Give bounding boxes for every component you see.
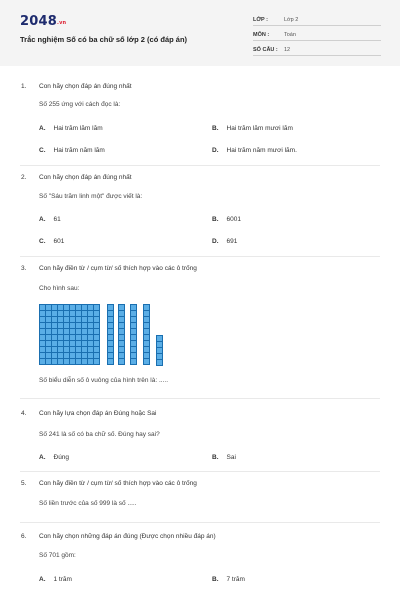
block-cell xyxy=(40,317,45,322)
question-text: Con hãy chọn những đáp án đúng (Được chọn nhiều đáp án) xyxy=(39,533,216,540)
rod-cell xyxy=(119,341,124,346)
unit-cube xyxy=(157,360,162,365)
rod-cell xyxy=(119,317,124,322)
block-cell xyxy=(64,317,69,322)
block-cell xyxy=(70,311,75,316)
block-cell xyxy=(52,359,57,364)
divider xyxy=(20,398,380,399)
block-cell xyxy=(40,329,45,334)
block-cell xyxy=(64,329,69,334)
block-cell xyxy=(46,347,51,352)
rod-cell xyxy=(131,359,136,364)
rod-cell xyxy=(119,347,124,352)
block-cell xyxy=(58,353,63,358)
rod-cell xyxy=(108,305,113,310)
rod-cell xyxy=(144,359,149,364)
block-cell xyxy=(70,335,75,340)
block-cell xyxy=(76,305,81,310)
block-cell xyxy=(64,359,69,364)
rod-cell xyxy=(119,323,124,328)
block-cell xyxy=(58,323,63,328)
block-cell xyxy=(64,335,69,340)
question-text: Con hãy điền từ / cụm từ/ số thích hợp vào các ô trống xyxy=(39,265,197,272)
block-cell xyxy=(70,359,75,364)
block-cell xyxy=(88,347,93,352)
question-prompt: Số 241 là số có ba chữ số. Đúng hay sai? xyxy=(39,431,160,438)
divider xyxy=(20,471,380,472)
block-cell xyxy=(58,359,63,364)
rod-cell xyxy=(131,323,136,328)
block-cell xyxy=(64,347,69,352)
answer-option[interactable]: B. 6001 xyxy=(212,216,241,223)
question-number: 3. xyxy=(21,265,27,272)
answer-option[interactable]: A. 61 xyxy=(39,216,61,223)
block-cell xyxy=(88,311,93,316)
question-prompt: Số "Sáu trăm linh một" được viết là: xyxy=(39,193,143,200)
rod-cell xyxy=(131,305,136,310)
question-text: Con hãy chọn đáp án đúng nhất xyxy=(39,174,132,181)
question-prompt: Số 701 gồm: xyxy=(39,552,76,559)
block-cell xyxy=(52,341,57,346)
question-text: Con hãy điền từ / cụm từ/ số thích hợp vào các ô trống xyxy=(39,480,197,487)
block-cell xyxy=(82,329,87,334)
block-cell xyxy=(58,347,63,352)
block-cell xyxy=(64,305,69,310)
block-cell xyxy=(76,359,81,364)
block-cell xyxy=(82,359,87,364)
rod-cell xyxy=(144,341,149,346)
rod-cell xyxy=(108,311,113,316)
block-cell xyxy=(76,353,81,358)
answer-option[interactable]: D. Hai trăm năm mươi lăm. xyxy=(212,147,297,154)
answer-option[interactable]: B. 7 trăm xyxy=(212,576,245,583)
block-cell xyxy=(94,311,99,316)
block-cell xyxy=(46,329,51,334)
meta-question-count: SỐ CÂU : 12 xyxy=(253,44,381,56)
rod-cell xyxy=(131,311,136,316)
block-cell xyxy=(82,347,87,352)
block-cell xyxy=(94,323,99,328)
block-cell xyxy=(70,353,75,358)
block-cell xyxy=(40,311,45,316)
block-cell xyxy=(40,359,45,364)
ten-rod xyxy=(143,304,150,365)
block-cell xyxy=(58,305,63,310)
block-cell xyxy=(40,353,45,358)
block-cell xyxy=(88,317,93,322)
rod-cell xyxy=(131,335,136,340)
block-cell xyxy=(70,341,75,346)
block-cell xyxy=(52,353,57,358)
block-cell xyxy=(76,311,81,316)
block-cell xyxy=(82,311,87,316)
hundred-block xyxy=(39,304,100,365)
block-cell xyxy=(94,305,99,310)
block-cell xyxy=(70,329,75,334)
block-cell xyxy=(40,335,45,340)
rod-cell xyxy=(144,305,149,310)
unit-cube xyxy=(157,336,162,341)
block-cell xyxy=(94,347,99,352)
answer-option[interactable]: B. Sai xyxy=(212,454,236,461)
rod-cell xyxy=(108,353,113,358)
block-cell xyxy=(64,341,69,346)
block-cell xyxy=(58,341,63,346)
unit-cubes xyxy=(156,335,163,366)
answer-option[interactable]: C. Hai trăm năm lăm xyxy=(39,147,105,154)
rod-cell xyxy=(131,341,136,346)
rod-cell xyxy=(119,305,124,310)
ten-rod xyxy=(118,304,125,365)
block-cell xyxy=(70,317,75,322)
block-cell xyxy=(82,323,87,328)
question-prompt: Số 255 ứng với cách đọc là: xyxy=(39,101,121,108)
block-cell xyxy=(40,305,45,310)
block-cell xyxy=(94,359,99,364)
block-cell xyxy=(76,317,81,322)
block-cell xyxy=(46,359,51,364)
page-title: Trắc nghiệm Số có ba chữ số lớp 2 (có đáp án) xyxy=(20,35,188,44)
block-cell xyxy=(40,347,45,352)
rod-cell xyxy=(131,329,136,334)
meta-subject: MÔN : Toán xyxy=(253,29,381,41)
answer-option[interactable]: A. 1 trăm xyxy=(39,576,72,583)
block-cell xyxy=(82,335,87,340)
block-cell xyxy=(52,323,57,328)
block-cell xyxy=(88,323,93,328)
block-cell xyxy=(46,335,51,340)
block-cell xyxy=(88,341,93,346)
block-cell xyxy=(52,317,57,322)
block-cell xyxy=(52,311,57,316)
rod-cell xyxy=(144,329,149,334)
block-cell xyxy=(94,353,99,358)
answer-option[interactable]: C. 601 xyxy=(39,238,65,245)
block-cell xyxy=(94,341,99,346)
block-cell xyxy=(70,347,75,352)
block-cell xyxy=(58,335,63,340)
rod-cell xyxy=(119,311,124,316)
block-cell xyxy=(82,353,87,358)
rod-cell xyxy=(108,341,113,346)
rod-cell xyxy=(144,311,149,316)
block-cell xyxy=(58,311,63,316)
rod-cell xyxy=(108,317,113,322)
rod-cell xyxy=(131,317,136,322)
block-cell xyxy=(64,311,69,316)
block-cell xyxy=(70,305,75,310)
meta-grade: LỚP : Lớp 2 xyxy=(253,14,381,26)
block-cell xyxy=(82,317,87,322)
block-cell xyxy=(76,329,81,334)
block-cell xyxy=(46,353,51,358)
block-cell xyxy=(52,335,57,340)
block-cell xyxy=(82,305,87,310)
block-cell xyxy=(94,317,99,322)
ten-rod xyxy=(107,304,114,365)
page-header xyxy=(0,0,400,66)
rod-cell xyxy=(131,347,136,352)
rod-cell xyxy=(144,335,149,340)
unit-cube xyxy=(157,348,162,353)
rod-cell xyxy=(144,323,149,328)
rod-cell xyxy=(108,347,113,352)
rod-cell xyxy=(119,329,124,334)
question-number: 1. xyxy=(21,83,27,90)
block-cell xyxy=(88,305,93,310)
rod-cell xyxy=(119,359,124,364)
divider xyxy=(20,165,380,166)
question-prompt: Cho hình sau: xyxy=(39,285,80,292)
unit-cube xyxy=(157,342,162,347)
block-cell xyxy=(76,341,81,346)
rod-cell xyxy=(119,353,124,358)
answer-option[interactable]: A. Đúng xyxy=(39,454,70,461)
question-number: 4. xyxy=(21,410,27,417)
unit-cube xyxy=(157,354,162,359)
block-cell xyxy=(46,311,51,316)
rod-cell xyxy=(119,335,124,340)
block-cell xyxy=(76,335,81,340)
rod-cell xyxy=(144,353,149,358)
block-cell xyxy=(64,353,69,358)
block-cell xyxy=(64,323,69,328)
rod-cell xyxy=(108,329,113,334)
block-cell xyxy=(52,347,57,352)
answer-option[interactable]: D. 691 xyxy=(212,238,238,245)
ten-rod xyxy=(130,304,137,365)
rod-cell xyxy=(108,323,113,328)
question-prompt: Số liền trước của số 999 là số ..... xyxy=(39,500,137,507)
block-cell xyxy=(46,305,51,310)
rod-cell xyxy=(108,335,113,340)
block-cell xyxy=(58,317,63,322)
divider xyxy=(20,256,380,257)
question-note: Số biểu diễn số ô vuông của hình trên là: ..... xyxy=(39,377,169,384)
block-cell xyxy=(94,335,99,340)
question-text: Con hãy lựa chọn đáp án Đúng hoặc Sai xyxy=(39,410,157,417)
block-cell xyxy=(76,323,81,328)
site-logo[interactable]: 2048.vn xyxy=(20,14,67,29)
block-cell xyxy=(40,323,45,328)
block-cell xyxy=(46,317,51,322)
block-cell xyxy=(58,329,63,334)
question-number: 2. xyxy=(21,174,27,181)
block-cell xyxy=(46,323,51,328)
block-cell xyxy=(88,359,93,364)
block-cell xyxy=(70,323,75,328)
block-cell xyxy=(88,335,93,340)
rod-cell xyxy=(131,353,136,358)
block-cell xyxy=(94,329,99,334)
block-cell xyxy=(52,329,57,334)
block-cell xyxy=(76,347,81,352)
block-cell xyxy=(52,305,57,310)
block-cell xyxy=(40,341,45,346)
answer-option[interactable]: B. Hai trăm lăm mươi lăm xyxy=(212,125,293,132)
answer-option[interactable]: A. Hai trăm lăm lăm xyxy=(39,125,103,132)
block-cell xyxy=(82,341,87,346)
question-number: 6. xyxy=(21,533,27,540)
block-cell xyxy=(88,329,93,334)
divider xyxy=(20,522,380,523)
question-text: Con hãy chọn đáp án đúng nhất xyxy=(39,83,132,90)
block-cell xyxy=(88,353,93,358)
rod-cell xyxy=(108,359,113,364)
question-number: 5. xyxy=(21,480,27,487)
block-cell xyxy=(46,341,51,346)
rod-cell xyxy=(144,317,149,322)
rod-cell xyxy=(144,347,149,352)
